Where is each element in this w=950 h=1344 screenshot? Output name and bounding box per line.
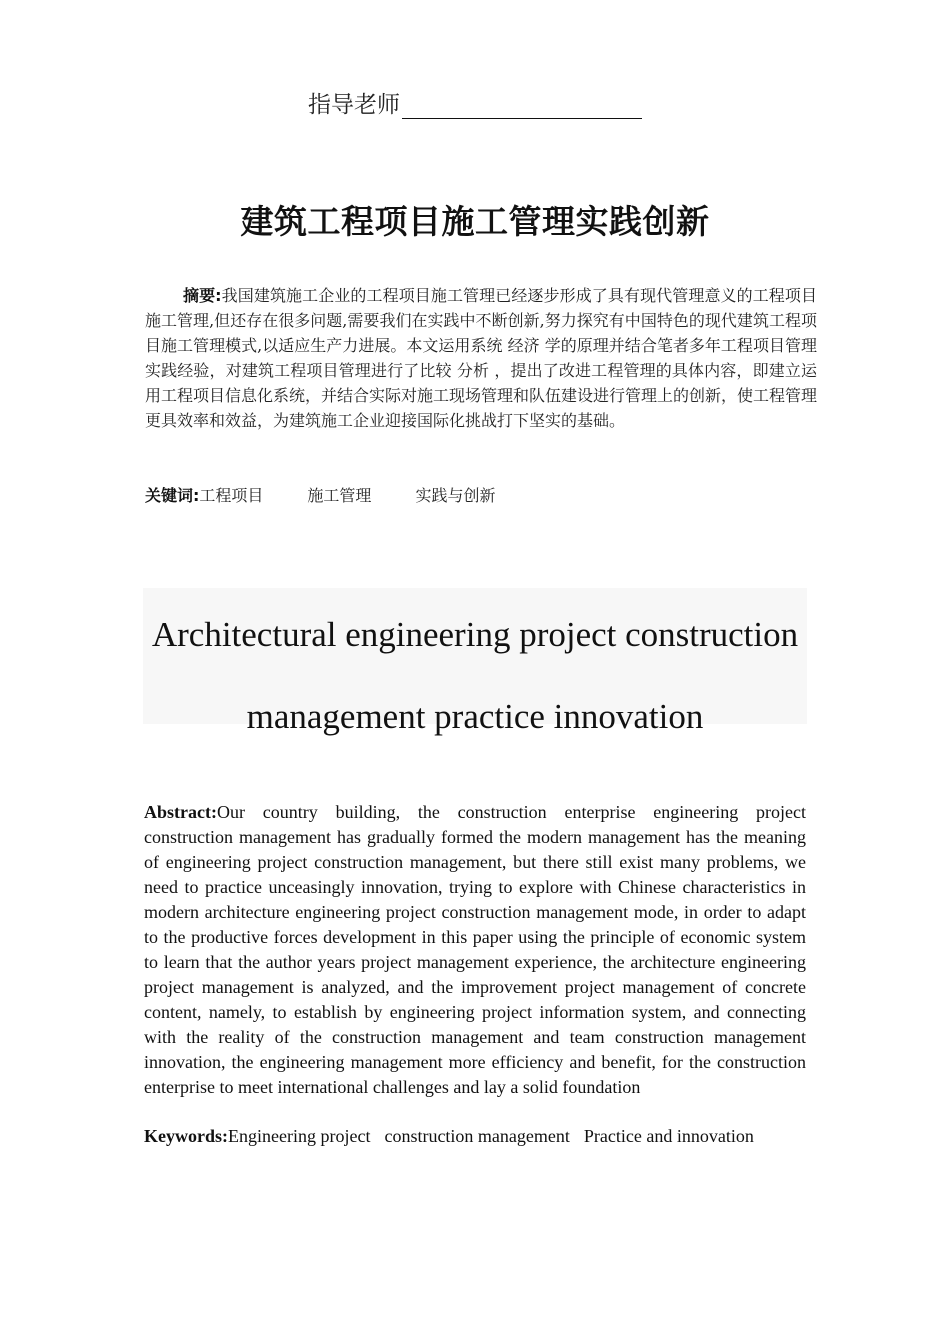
chinese-keyword: 工程项目 — [199, 486, 264, 505]
chinese-abstract-label: 摘要: — [183, 286, 222, 305]
english-keyword: construction management — [384, 1126, 570, 1146]
chinese-keywords-label: 关键词: — [145, 486, 200, 505]
english-abstract-text: Our country building, the construction enterprise engineering project construction management has gradually formed the modern management has the meaning of engineering project construction management, but there still exist many problems, we need to practice unceasingly innovation, trying to explore with Chinese characteristics in modern architecture engineering project construction management mode, in order to adapt to the productive forces development in this paper using the principle of economic system to learn that the author years project management experience, the architecture engineering project management is analyzed, and the improvement project management of concrete content, namely, to establish by engineering project information system, and connecting with the reality of the construction management and team construction management innovation, the engineering management more efficiency and benefit, for the construction enterprise to meet international challenges and lay a solid foundation — [144, 802, 806, 1097]
chinese-keyword: 实践与创新 — [415, 486, 496, 505]
chinese-keyword: 施工管理 — [307, 486, 372, 505]
chinese-abstract-text: 我国建筑施工企业的工程项目施工管理已经逐步形成了具有现代管理意义的工程项目施工管理,但还存在很多问题,需要我们在实践中不断创新,努力探究有中国特色的现代建筑工程项目施工管理模式,以适应生产力进展。本文运用系统 经济 学的原理并结合笔者多年工程项目管理实践经验，对建筑工程项目管理进行了比较 分析 ，提出了改进工程管理的具体内容，即建立运用工程项目信息化系统，并结合实际对施工现场管理和队伍建设进行管理上的创新，使工程管理更具效率和效益，为建筑施工企业迎接国际化挑战打下坚实的基础。 — [145, 286, 818, 430]
english-title — [0, 594, 950, 758]
english-title-line-1: Architectural engineering project construction — [151, 615, 799, 654]
english-keyword: Engineering project — [228, 1126, 371, 1146]
english-title-line-2: management practice innovation — [246, 697, 704, 736]
english-keywords — [144, 1124, 768, 1149]
chinese-abstract — [145, 283, 817, 433]
english-keyword: Practice and innovation — [583, 1126, 754, 1146]
english-keywords-label: Keywords: — [144, 1126, 228, 1146]
advisor-line — [0, 86, 950, 119]
english-abstract — [144, 800, 806, 1100]
chinese-keywords — [145, 483, 539, 508]
advisor-label: 指导老师 — [308, 92, 400, 118]
english-abstract-label: Abstract: — [144, 802, 217, 822]
advisor-blank — [402, 92, 642, 119]
chinese-title: 建筑工程项目施工管理实践创新 — [240, 202, 710, 241]
